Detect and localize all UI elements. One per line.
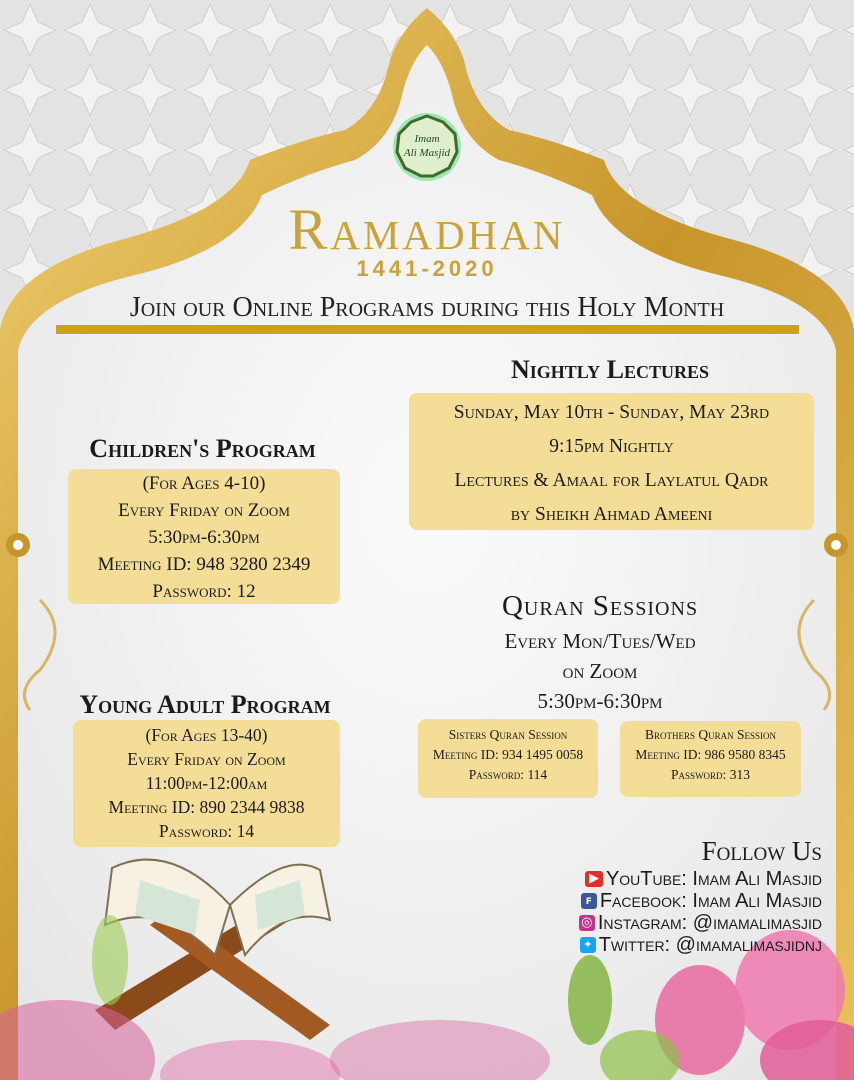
young-adult-ages: (For Ages 13-40) [145, 725, 268, 745]
year-subtitle: 1441-2020 [356, 256, 498, 281]
sisters-meeting-id: Meeting ID: 934 1495 0058 [432, 747, 584, 762]
facebook-icon: f [581, 893, 597, 909]
brothers-meeting-id: Meeting ID: 986 9580 8345 [635, 747, 786, 762]
young-adult-meeting-id: Meeting ID: 890 2344 9838 [108, 797, 305, 817]
facebook-link[interactable] [579, 890, 822, 912]
young-adult-password: Password: 14 [158, 821, 255, 841]
nightly-box [409, 393, 814, 530]
brothers-password: Password: 313 [671, 767, 750, 782]
twitter-label: Twitter: @imamalimasjidnj [598, 934, 822, 956]
nightly-heading: Nightly Lectures [510, 355, 709, 384]
social-section [579, 834, 822, 956]
children-heading: Children's Program [89, 434, 316, 463]
children-day: Every Friday on Zoom [118, 500, 290, 521]
twitter-link[interactable] [579, 934, 822, 956]
logo-text-line1: Imam [414, 133, 440, 145]
instagram-icon: ◎ [579, 915, 595, 931]
quran-days: Every Mon/Tues/Wed [504, 629, 696, 653]
quran-schedule [440, 626, 760, 716]
youtube-link[interactable] [579, 868, 822, 890]
divider [56, 325, 799, 334]
young-adult-time: 11:00pm-12:00am [145, 773, 268, 793]
nightly-time: 9:15pm Nightly [549, 436, 674, 457]
tagline: Join our Online Programs during this Holy Month [129, 292, 725, 323]
sisters-session-title: Sisters Quran Session [448, 727, 568, 742]
children-password: Password: 12 [152, 581, 256, 602]
follow-heading: Follow Us [701, 836, 822, 866]
logo-text-line2: Ali Masjid [403, 147, 451, 159]
children-ages: (For Ages 4-10) [142, 473, 266, 494]
quran-time: 5:30pm-6:30pm [537, 689, 663, 713]
youtube-label: YouTube: Imam Ali Masjid [605, 868, 822, 890]
nightly-dates: Sunday, May 10th - Sunday, May 23rd [453, 402, 770, 423]
children-time: 5:30pm-6:30pm [148, 527, 260, 548]
quran-heading: Quran Sessions [501, 590, 699, 622]
nightly-topic: Lectures & Amaal for Laylatul Qadr [454, 470, 769, 491]
young-adult-day: Every Friday on Zoom [127, 749, 286, 769]
nightly-speaker: by Sheikh Ahmad Ameeni [510, 504, 713, 525]
sisters-password: Password: 114 [468, 767, 548, 782]
twitter-icon: ✦ [580, 937, 596, 953]
sisters-session-box [418, 719, 598, 798]
facebook-label: Facebook: Imam Ali Masjid [599, 890, 822, 912]
youtube-icon: ▶ [585, 871, 603, 887]
brothers-session-box [620, 721, 801, 797]
masjid-logo [383, 112, 471, 182]
instagram-link[interactable] [579, 912, 822, 934]
young-adult-heading: Young Adult Program [79, 690, 331, 719]
children-meeting-id: Meeting ID: 948 3280 2349 [97, 554, 311, 575]
page-title: Ramadhan [288, 197, 566, 262]
children-box [68, 469, 340, 604]
instagram-label: Instagram: @imamalimasjid [597, 912, 822, 934]
young-adult-box [73, 720, 340, 847]
quran-platform: on Zoom [562, 659, 638, 683]
brothers-session-title: Brothers Quran Session [644, 727, 777, 742]
